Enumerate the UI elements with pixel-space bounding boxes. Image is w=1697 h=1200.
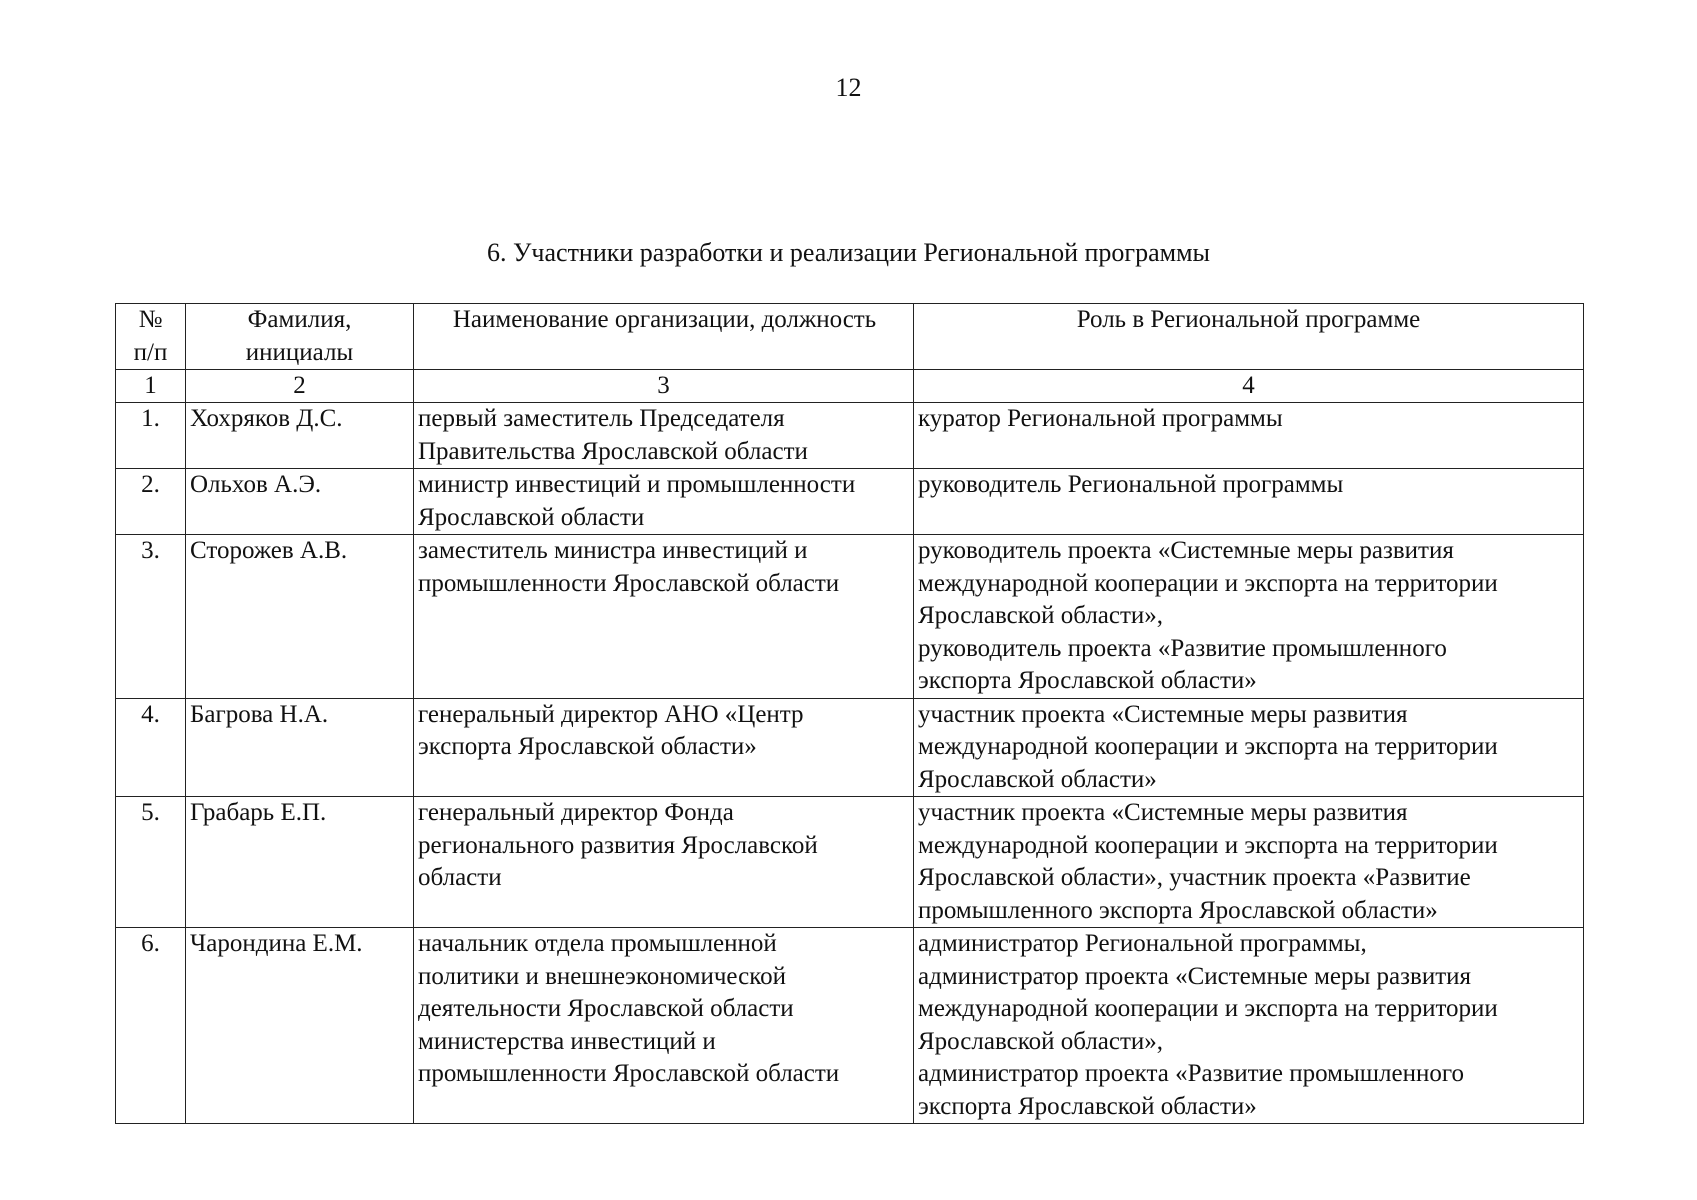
participant-name: Хохряков Д.С. [186,403,414,469]
row-number: 6. [116,928,186,1124]
participant-name: Багрова Н.А. [186,698,414,797]
table-row [116,797,1584,928]
participant-role: куратор Региональной программы [914,403,1584,469]
table-row [116,403,1584,469]
table-header-row [116,304,1584,370]
participant-position: министр инвестиций и промышленности Ярославской области [414,469,914,535]
participant-name: Сторожев А.В. [186,535,414,699]
row-number: 5. [116,797,186,928]
participant-name: Чарондина Е.М. [186,928,414,1124]
participant-role: участник проекта «Системные меры развития международной кооперации и экспорта на территории Ярославской области» [914,698,1584,797]
row-number: 2. [116,469,186,535]
header-role: Роль в Региональной программе [914,304,1584,370]
column-number: 4 [914,370,1584,403]
participants-table [115,303,1584,1124]
participant-position: генеральный директор АНО «Центр экспорта Ярославской области» [414,698,914,797]
participant-position: заместитель министра инвестиций и промышленности Ярославской области [414,535,914,699]
table-row [116,928,1584,1124]
row-number: 3. [116,535,186,699]
row-number: 1. [116,403,186,469]
page-number: 12 [835,73,862,102]
participant-position: генеральный директор Фонда регионального развития Ярославской области [414,797,914,928]
participant-role: руководитель Региональной программы [914,469,1584,535]
participant-position: первый заместитель Председателя Правительства Ярославской области [414,403,914,469]
row-number: 4. [116,698,186,797]
table-row [116,535,1584,699]
column-number: 3 [414,370,914,403]
section-title: 6. Участники разработки и реализации Региональной программы [487,238,1210,267]
header-name: Фамилия, инициалы [186,304,414,370]
participant-name: Ольхов А.Э. [186,469,414,535]
participant-position: начальник отдела промышленной политики и внешнеэкономической деятельности Ярославской области министерства инвестиций и промышленности Ярославской области [414,928,914,1124]
header-number: № п/п [116,304,186,370]
header-organization-position: Наименование организации, должность [414,304,914,370]
participant-role: участник проекта «Системные меры развития международной кооперации и экспорта на территории Ярославской области», участник проекта «Развитие промышленного экспорта Ярославской области» [914,797,1584,928]
table-row [116,469,1584,535]
participant-role: администратор Региональной программы, администратор проекта «Системные меры развития международной кооперации и экспорта на территории Ярославской области», администратор проекта «Развитие промышленного экспорта Ярославской области» [914,928,1584,1124]
participant-role: руководитель проекта «Системные меры развития международной кооперации и экспорта на территории Ярославской области», руководитель проекта «Развитие промышленного экспорта Ярославской области» [914,535,1584,699]
column-number: 1 [116,370,186,403]
participant-name: Грабарь Е.П. [186,797,414,928]
column-number: 2 [186,370,414,403]
table-row [116,698,1584,797]
column-number-row [116,370,1584,403]
